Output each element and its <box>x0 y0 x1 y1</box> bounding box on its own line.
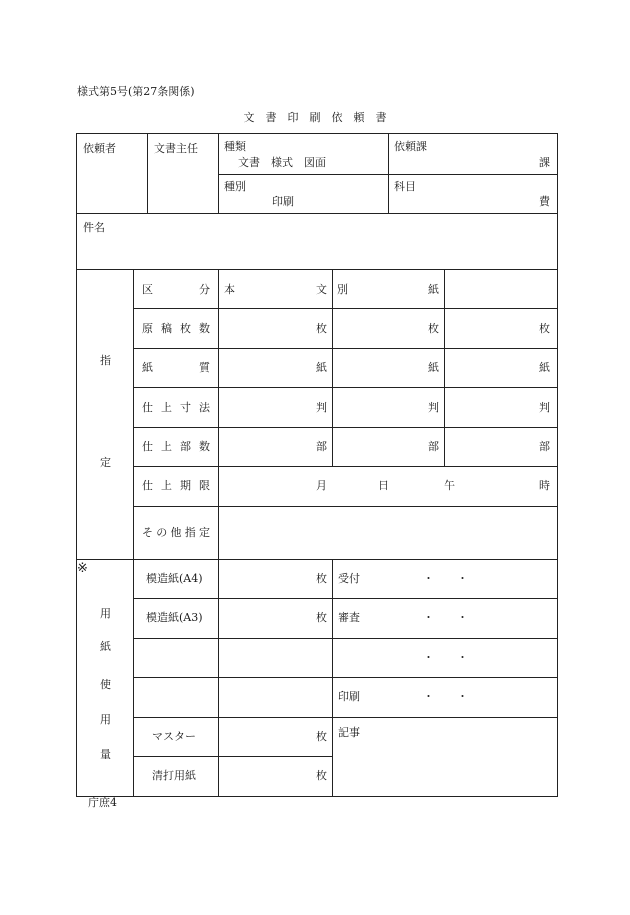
separate-label: 別 <box>337 283 348 296</box>
subject-label: 件名 <box>83 221 105 234</box>
type-label: 種類 <box>224 140 246 153</box>
usage-row-label: 模造紙(A3) <box>146 611 203 624</box>
division-label: 区 分 <box>142 283 210 296</box>
notes-label: 記事 <box>338 726 360 739</box>
clean-paper-label: 清打用紙 <box>152 769 196 782</box>
spec-row-label: 紙 質 <box>142 361 210 374</box>
usage-row-label: 模造紙(A4) <box>146 572 203 585</box>
usage-row-unit: 枚 <box>316 611 327 624</box>
account-suffix: 費 <box>539 195 550 208</box>
deadline-day: 日 <box>378 479 389 492</box>
date-dot: ・ <box>423 611 434 624</box>
spec-row-unit: 紙 <box>316 361 327 374</box>
department-suffix: 課 <box>539 156 550 169</box>
spec-row-unit: 枚 <box>428 322 439 335</box>
account-label: 科目 <box>394 180 416 193</box>
spec-row-unit: 紙 <box>428 361 439 374</box>
deadline-label: 仕 上 期 限 <box>142 479 210 492</box>
usage-mark: ※ <box>77 561 88 576</box>
master-unit: 枚 <box>316 730 327 743</box>
form-code: 庁庶4 <box>88 796 117 809</box>
document-title: 文 書 印 刷 依 頼 書 <box>243 111 387 124</box>
date-dot: ・ <box>457 690 468 703</box>
review-label: 審査 <box>338 611 360 624</box>
supervisor-label: 文書主任 <box>154 142 198 155</box>
spec-side-label-bottom: 定 <box>100 456 111 469</box>
spec-row-unit: 判 <box>428 401 439 414</box>
category-value: 印刷 <box>272 195 294 208</box>
type-options: 文書 様式 図面 <box>238 156 326 169</box>
deadline-hour: 時 <box>539 479 550 492</box>
spec-row-label: 仕 上 部 数 <box>142 440 210 453</box>
print-label: 印刷 <box>338 690 360 703</box>
master-label: マスター <box>152 730 196 743</box>
date-dot: ・ <box>423 572 434 585</box>
date-dot: ・ <box>423 690 434 703</box>
usage-side-char: 紙 <box>100 640 111 653</box>
requester-label: 依頼者 <box>83 142 116 155</box>
usage-side-char: 使 <box>100 678 111 691</box>
spec-row-unit: 紙 <box>539 361 550 374</box>
spec-row-unit: 枚 <box>316 322 327 335</box>
spec-row-unit: 部 <box>316 440 327 453</box>
category-label: 種別 <box>224 180 246 193</box>
spec-side-label-top: 指 <box>100 354 111 367</box>
body-label: 本 <box>224 283 235 296</box>
usage-side-char: 量 <box>100 748 111 761</box>
deadline-ampm: 午 <box>444 479 455 492</box>
spec-row-unit: 判 <box>316 401 327 414</box>
other-spec-label: そ の 他 指 定 <box>142 526 210 539</box>
date-dot: ・ <box>457 611 468 624</box>
body-suffix: 文 <box>316 283 327 296</box>
clean-paper-unit: 枚 <box>316 769 327 782</box>
usage-row-unit: 枚 <box>316 572 327 585</box>
form-reference: 様式第5号(第27条関係) <box>77 85 195 98</box>
separate-suffix: 紙 <box>428 283 439 296</box>
received-label: 受付 <box>338 572 360 585</box>
spec-row-unit: 枚 <box>539 322 550 335</box>
usage-side-char: 用 <box>100 607 111 620</box>
spec-row-unit: 部 <box>428 440 439 453</box>
deadline-month: 月 <box>316 479 327 492</box>
spec-row-unit: 部 <box>539 440 550 453</box>
date-dot: ・ <box>423 651 434 664</box>
usage-side-char: 用 <box>100 713 111 726</box>
spec-row-label: 原 稿 枚 数 <box>142 322 210 335</box>
spec-row-label: 仕 上 寸 法 <box>142 401 210 414</box>
department-label: 依頼課 <box>394 140 427 153</box>
date-dot: ・ <box>457 572 468 585</box>
spec-row-unit: 判 <box>539 401 550 414</box>
date-dot: ・ <box>457 651 468 664</box>
